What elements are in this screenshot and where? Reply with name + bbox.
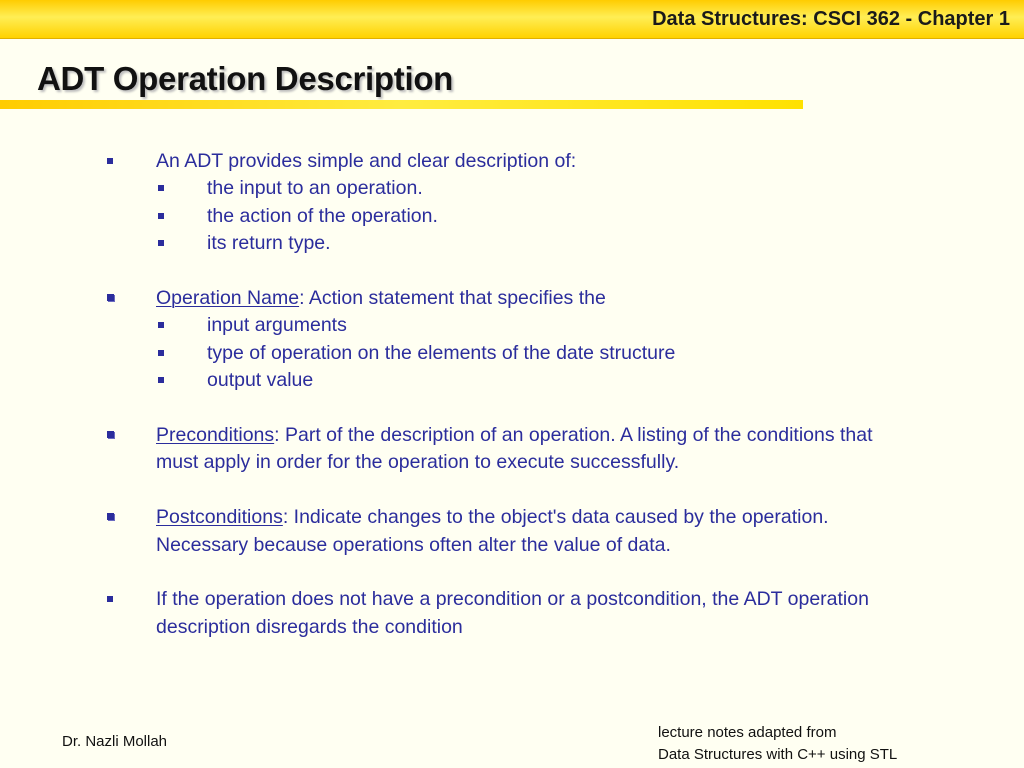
bullet-intro xyxy=(0,148,886,175)
credit-line-2: Data Structures with C++ using STL xyxy=(658,746,898,763)
sub-bullet-text: its return type. xyxy=(207,232,331,255)
footer-author: Dr. Nazli Mollah xyxy=(62,733,168,750)
footer-credit xyxy=(658,722,897,766)
sub-bullet-text: the action of the operation. xyxy=(207,204,438,227)
sub-bullet xyxy=(0,312,1024,339)
square-bullet-icon xyxy=(107,158,113,164)
slide-content xyxy=(0,148,1024,641)
intro-text: An ADT provides simple and clear description of: xyxy=(156,150,577,172)
square-bullet-icon xyxy=(107,431,114,438)
header-bar xyxy=(0,0,1024,39)
bullet-no-conditions xyxy=(0,586,886,641)
bullet-postconditions xyxy=(0,504,886,559)
credit-line-1: lecture notes adapted from xyxy=(658,724,837,741)
preconditions-link[interactable]: Preconditions xyxy=(156,424,275,447)
square-bullet-icon xyxy=(107,294,114,301)
sub-bullet xyxy=(0,230,1024,257)
preconditions-text: : Part of the description of an operation. A listing of the conditions that must apply in order for the operation to execute successfully. xyxy=(156,424,873,474)
postconditions-text: : Indicate changes to the object's data caused by the operation. Necessary because operations often alter the value of data. xyxy=(156,506,829,556)
sub-bullet xyxy=(0,340,1024,367)
no-conditions-text: If the operation does not have a precondition or a postcondition, the ADT operation description disregards the condition xyxy=(156,588,869,638)
sub-bullet-text: type of operation on the elements of the date structure xyxy=(207,341,676,364)
square-bullet-icon xyxy=(107,596,113,602)
square-bullet-icon xyxy=(158,213,164,219)
postconditions-link[interactable]: Postconditions xyxy=(156,506,283,529)
square-bullet-icon xyxy=(107,513,114,520)
sub-bullet-text: the input to an operation. xyxy=(207,177,423,200)
bullet-operation-name xyxy=(0,285,886,312)
square-bullet-icon xyxy=(158,185,164,191)
sub-bullet xyxy=(0,367,1024,394)
square-bullet-icon xyxy=(158,377,164,383)
slide-title: ADT Operation Description xyxy=(37,60,454,97)
course-title: Data Structures: CSCI 362 - Chapter 1 xyxy=(652,8,1010,30)
title-underline-rule xyxy=(0,100,803,109)
operation-name-link[interactable]: Operation Name xyxy=(156,287,300,310)
sub-bullet-text: input arguments xyxy=(207,314,347,337)
operation-name-text: : Action statement that specifies the xyxy=(299,287,606,310)
sub-bullet xyxy=(0,175,1024,202)
square-bullet-icon xyxy=(158,240,164,246)
bullet-preconditions xyxy=(0,422,886,477)
square-bullet-icon xyxy=(158,322,164,328)
sub-bullet-text: output value xyxy=(207,369,314,392)
square-bullet-icon xyxy=(158,350,164,356)
sub-bullet xyxy=(0,203,1024,230)
